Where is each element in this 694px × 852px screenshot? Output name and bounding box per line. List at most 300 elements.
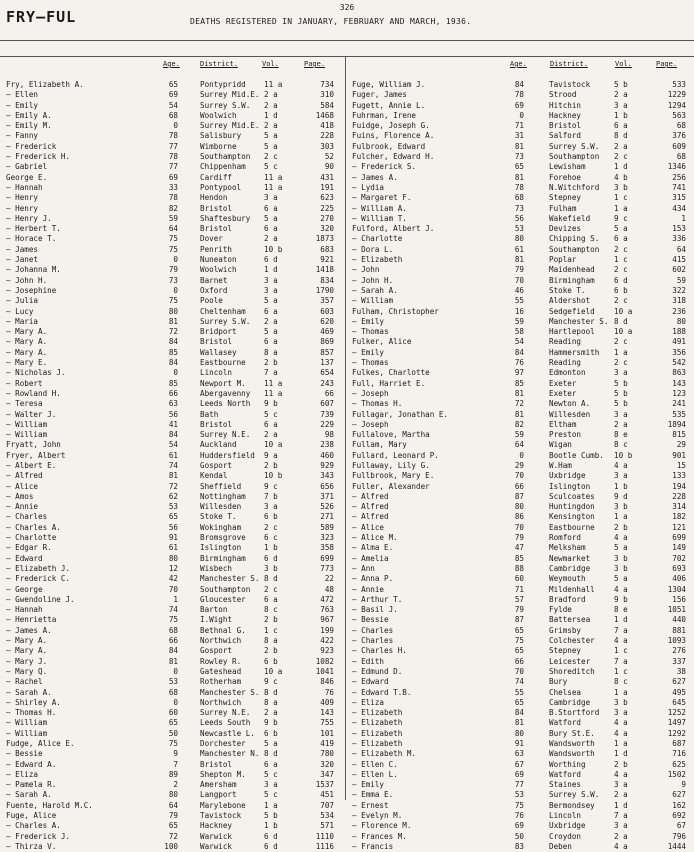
entry-row [352,749,690,759]
entry-age: 70 [168,584,178,594]
entry-age: 66 [514,481,524,491]
entry-age: 61 [514,244,524,254]
entry-volume: 3 a [614,471,628,481]
entry-row [6,605,342,615]
entry-district: Exeter [549,388,577,398]
entry-page: 1051 [667,605,686,615]
entry-district: Bury St.E. [549,728,595,738]
entry-name: — Alice M. [352,533,398,543]
entry-page: 534 [320,811,334,821]
entry-page: 881 [672,625,686,635]
entry-row [6,451,342,461]
entry-name: Fuidge, Joseph G. [352,121,430,131]
entry-name: — Emily [352,347,385,357]
entry-age: 91 [514,739,524,748]
entry-volume: 2 c [264,584,278,594]
entry-row [352,152,690,162]
entry-age: 56 [168,522,178,532]
entry-district: N.Witchford [549,182,600,192]
entry-name: Fryer, Albert [6,450,66,460]
entry-volume: 3 b [264,563,278,573]
entry-name: — William [6,419,48,429]
entry-page: 623 [320,193,334,203]
entry-page: 68 [676,152,686,162]
entry-volume: 1 a [614,347,628,357]
entry-district: Kendal [200,471,228,481]
entry-district: Preston [549,430,582,440]
entry-page: 225 [320,203,334,213]
entry-row [352,790,690,800]
entry-page: 431 [320,172,334,182]
entry-page: 67 [676,821,686,831]
entry-page: 469 [320,327,334,337]
entry-name: — Alfred [6,471,43,481]
entry-name: — William T. [352,213,407,223]
entry-district: Bristol [549,121,582,131]
entry-page: 533 [672,80,686,89]
entry-row [352,646,690,656]
entry-volume: 1 d [614,749,628,759]
entry-row [352,667,690,677]
entry-page: 1 [681,213,686,223]
entry-district: Stoke T. [549,285,586,295]
entry-page: 38 [676,666,686,676]
entry-age: 82 [514,419,524,429]
entry-district: Langport [200,790,237,800]
entry-row [6,626,342,636]
entry-age: 83 [514,841,524,851]
entry-name: — William A. [352,203,407,213]
entry-volume: 1 d [264,265,278,275]
entry-age: 72 [168,481,178,491]
entry-volume: 7 a [614,656,628,666]
entry-volume: 9 c [264,481,278,491]
entry-district: Northwich [200,636,242,646]
entry-age: 77 [168,162,178,172]
entry-name: — Charles H. [352,646,407,656]
entry-row [352,296,690,306]
entry-district: Birmingham [200,553,246,563]
entry-page: 228 [672,491,686,501]
entry-district: Northwich [200,697,242,707]
entry-volume: 1 a [264,800,278,810]
entry-age: 84 [514,347,524,357]
entry-volume: 2 c [614,337,628,347]
entry-page: 270 [320,213,334,223]
entry-volume: 1 c [614,666,628,676]
entry-row [352,461,690,471]
entry-volume: 5 b [264,811,278,821]
entry-page: 238 [320,440,334,450]
entry-name: Fulker, Alice [352,337,412,347]
entry-district: Stepney [549,193,582,203]
entry-name: — Francis [352,841,394,851]
entry-district: Tavistock [549,80,591,89]
entry-page: 64 [676,244,686,254]
entry-district: Wimborne [200,141,237,151]
entry-age: 89 [168,769,178,779]
entry-page: 149 [672,543,686,553]
entry-name: — William [352,296,394,306]
entry-volume: 6 a [264,759,278,769]
entry-volume: 4 a [614,728,628,738]
page-number: 326 [339,3,355,12]
entry-age: 75 [168,615,178,625]
entry-volume: 2 b [264,358,278,368]
entry-page: 322 [672,285,686,295]
entry-age: 81 [168,471,178,481]
entry-district: Stepney [549,646,582,656]
entry-volume: 2 a [614,419,628,429]
entry-age: 88 [514,563,524,573]
entry-row [6,327,342,337]
entry-row [6,698,342,708]
entry-age: 9 [173,749,178,759]
entry-row [352,111,690,121]
entry-name: — Edith [352,656,385,666]
entry-row [352,595,690,605]
entry-page: 323 [320,533,334,543]
entry-name: — Ellen [6,90,39,100]
entry-page: 358 [320,543,334,553]
entry-volume: 8 c [614,440,628,450]
entry-name: — Elizabeth M. [352,749,417,759]
entry-age: 78 [168,193,178,203]
entry-page: 923 [320,646,334,656]
entry-volume: 2 c [264,522,278,532]
entry-age: 91 [168,533,178,543]
entry-name: Fulbrook, Edward [352,141,426,151]
entry-district: Hackney [200,821,233,831]
entry-name: — Joseph [352,388,389,398]
entry-row [352,234,690,244]
entry-volume: 7 a [614,811,628,821]
entry-age: 68 [168,687,178,697]
entry-page: 1041 [315,666,334,676]
entry-page: 707 [320,800,334,810]
entry-row [352,142,690,152]
entry-volume: 3 a [264,780,278,790]
entry-age: 31 [514,131,524,141]
entry-age: 81 [168,316,178,326]
entry-volume: 1 d [614,800,628,810]
entry-page: 1346 [667,162,686,172]
entry-row [352,255,690,265]
entry-age: 81 [514,718,524,728]
entry-volume: 5 a [264,739,278,748]
entry-row [352,327,690,337]
entry-age: 59 [514,316,524,326]
entry-district: Edmonton [549,368,586,378]
entry-volume: 4 a [614,636,628,646]
entry-page: 357 [320,296,334,306]
entry-page: 90 [324,162,334,172]
entry-row [6,420,342,430]
entry-row [6,502,342,512]
entry-name: — James A. [6,625,52,635]
entry-volume: 3 a [264,275,278,285]
entry-age: 2 [173,780,178,790]
entry-age: 87 [514,491,524,501]
entry-age: 65 [168,80,178,89]
entry-volume: 1 a [614,203,628,213]
entry-name: — Frederick C. [6,574,71,584]
entry-name: — Henry J. [6,213,52,223]
entry-page: 371 [320,491,334,501]
entry-page: 716 [672,749,686,759]
entry-row [352,688,690,698]
entry-age: 80 [514,234,524,244]
entry-age: 85 [168,347,178,357]
entry-row [6,708,342,718]
entry-volume: 6 c [264,533,278,543]
entry-age: 80 [514,728,524,738]
entry-row [6,286,342,296]
entry-district: Croydon [549,831,582,841]
entry-age: 68 [514,193,524,203]
entry-row [6,131,342,141]
entry-volume: 5 b [614,378,628,388]
entry-row [352,760,690,770]
entry-volume: 8 d [264,749,278,759]
entry-district: Wakefield [549,213,591,223]
entry-volume: 2 c [614,152,628,162]
entry-age: 79 [514,605,524,615]
entry-row [6,296,342,306]
entry-volume: 3 a [614,100,628,110]
entry-district: Shepton M. [200,769,246,779]
entry-page: 702 [672,553,686,563]
entry-name: — Alfred [352,512,389,522]
entry-district: Bridport [200,327,237,337]
entry-name: — Emily M. [6,121,52,131]
entry-name: — Evelyn M. [352,811,403,821]
entry-page: 80 [676,316,686,326]
entry-name: — Mary E. [6,358,48,368]
entry-row [6,729,342,739]
entry-row [6,554,342,564]
entry-row [352,801,690,811]
entry-name: — Mary A. [6,347,48,357]
entry-volume: 6 b [264,728,278,738]
entry-age: 12 [168,563,178,573]
entry-age: 65 [514,697,524,707]
entry-volume: 5 b [614,388,628,398]
entry-district: W.Ham [549,460,572,470]
entry-age: 0 [173,255,178,265]
entry-page: 929 [320,460,334,470]
entry-volume: 6 b [264,656,278,666]
entry-age: 86 [514,512,524,522]
entry-page: 101 [320,728,334,738]
entry-district: Gloucester [200,594,246,604]
entry-district: Manchester N. [200,749,260,759]
entry-page: 153 [672,224,686,234]
entry-age: 97 [514,368,524,378]
entry-age: 79 [514,265,524,275]
entry-page: 1116 [315,841,334,851]
entry-row [352,379,690,389]
entry-district: Forehoe [549,172,582,182]
entry-row [352,585,690,595]
entry-volume: 3 a [614,409,628,419]
entry-page: 1537 [315,780,334,790]
entry-row [6,214,342,224]
entry-age: 65 [514,646,524,656]
entry-volume: 1 d [614,162,628,172]
entry-page: 29 [676,440,686,450]
entry-district: Wallasey [200,347,237,357]
entry-district: Eastbourne [200,358,246,368]
entry-volume: 6 a [264,224,278,234]
entry-name: — Lucy [6,306,34,316]
entry-district: Surrey S.W. [200,100,251,110]
entry-name: — Nicholas J. [6,368,66,378]
entry-name: — Emily A. [6,110,52,120]
entry-name: Fuger, James [352,90,407,100]
entry-row [6,389,342,399]
entry-volume: 1 d [264,110,278,120]
entry-age: 59 [168,213,178,223]
entry-page: 52 [324,152,334,162]
entry-page: 419 [320,739,334,748]
entry-age: 56 [514,213,524,223]
entry-page: 22 [324,574,334,584]
entry-district: Grimsby [549,625,582,635]
right-district-header: District. [550,60,588,68]
entry-volume: 2 a [264,121,278,131]
entry-row [352,492,690,502]
entry-age: 67 [514,759,524,769]
entry-volume: 6 d [264,553,278,563]
entry-volume: 6 b [264,512,278,522]
entry-volume: 5 a [614,574,628,584]
entry-name: — Mary A. [6,337,48,347]
entry-name: — Elizabeth [352,255,403,265]
entry-volume: 11 a [264,80,283,89]
entry-page: 1444 [667,841,686,851]
entry-row [6,183,342,193]
left-district-header: District. [200,60,238,68]
entry-page: 143 [672,378,686,388]
entry-row [352,677,690,687]
entry-row [6,543,342,553]
entry-page: 143 [320,708,334,718]
entry-row [6,688,342,698]
entry-age: 76 [514,358,524,368]
entry-page: 98 [324,430,334,440]
entry-name: — Gabriel [6,162,48,172]
entry-row [352,224,690,234]
entry-district: Bristol [200,203,233,213]
entry-district: Huddersfield [200,450,255,460]
entry-volume: 2 b [264,460,278,470]
entry-row [352,183,690,193]
entry-district: Worthing [549,759,586,769]
entry-name: — Gwendoline J. [6,594,75,604]
entry-name: — Hannah [6,182,43,192]
entry-age: 0 [173,368,178,378]
entry-volume: 5 c [264,162,278,172]
entry-age: 53 [514,224,524,234]
entry-volume: 3 a [264,193,278,203]
entry-row [6,821,342,831]
entry-volume: 9 c [264,677,278,687]
entry-age: 66 [168,636,178,646]
entry-row [352,482,690,492]
entry-name: — Mary A. [6,646,48,656]
entry-district: Bury [549,677,568,687]
entry-age: 81 [168,656,178,666]
entry-page: 314 [672,502,686,512]
entry-district: Leicester [549,656,591,666]
entry-name: — Thomas H. [352,399,403,409]
entry-page: 755 [320,718,334,728]
entry-volume: 5 a [264,131,278,141]
entry-page: 66 [324,388,334,398]
entry-row [352,615,690,625]
entry-name: — Emma E. [352,790,394,800]
entry-page: 627 [672,790,686,800]
entry-district: Surrey N.E. [200,430,251,440]
entry-age: 81 [514,141,524,151]
right-age-header: Age. [510,60,527,68]
entry-name: — Edgar R. [6,543,52,553]
entry-district: Salisbury [200,131,242,141]
entry-name: Fullam, Mary [352,440,407,450]
entry-name: Fuente, Harold M.C. [6,800,93,810]
entry-district: I.Wight [200,615,233,625]
entry-name: — Teresa [6,399,43,409]
column-divider [345,56,346,800]
entry-district: Rotherham [200,677,242,687]
entry-name: — Edward T.B. [352,687,412,697]
entry-name: Fuins, Florence A. [352,131,435,141]
entry-page: 356 [672,347,686,357]
entry-row [6,245,342,255]
entry-name: — Annie [6,502,39,512]
entry-name: Fuller, Alexander [352,481,430,491]
entry-page: 693 [672,563,686,573]
entry-district: Southampton [200,584,251,594]
entry-page: 422 [320,636,334,646]
entry-volume: 3 b [614,697,628,707]
entry-page: 415 [672,255,686,265]
entry-district: Manchester S. [549,316,609,326]
entry-volume: 2 c [614,244,628,254]
entry-name: — John [352,265,380,275]
entry-age: 64 [514,440,524,450]
entry-page: 182 [672,512,686,522]
entry-volume: 5 c [264,790,278,800]
entry-volume: 1 a [614,739,628,748]
entry-name: — Sarah A. [352,285,398,295]
entry-name: — Josephine [6,285,57,295]
entry-district: Uxbridge [549,821,586,831]
entry-district: Willesden [549,409,591,419]
entry-page: 336 [672,234,686,244]
entry-age: 70 [514,275,524,285]
entry-page: 76 [324,687,334,697]
entry-district: Deben [549,841,572,851]
entry-age: 81 [514,388,524,398]
entry-volume: 8 d [614,131,628,141]
entry-name: Fuge, William J. [352,80,426,89]
entry-district: Newton A. [549,399,591,409]
entry-age: 81 [514,409,524,419]
entry-row [352,523,690,533]
right-entry-list [352,80,690,852]
